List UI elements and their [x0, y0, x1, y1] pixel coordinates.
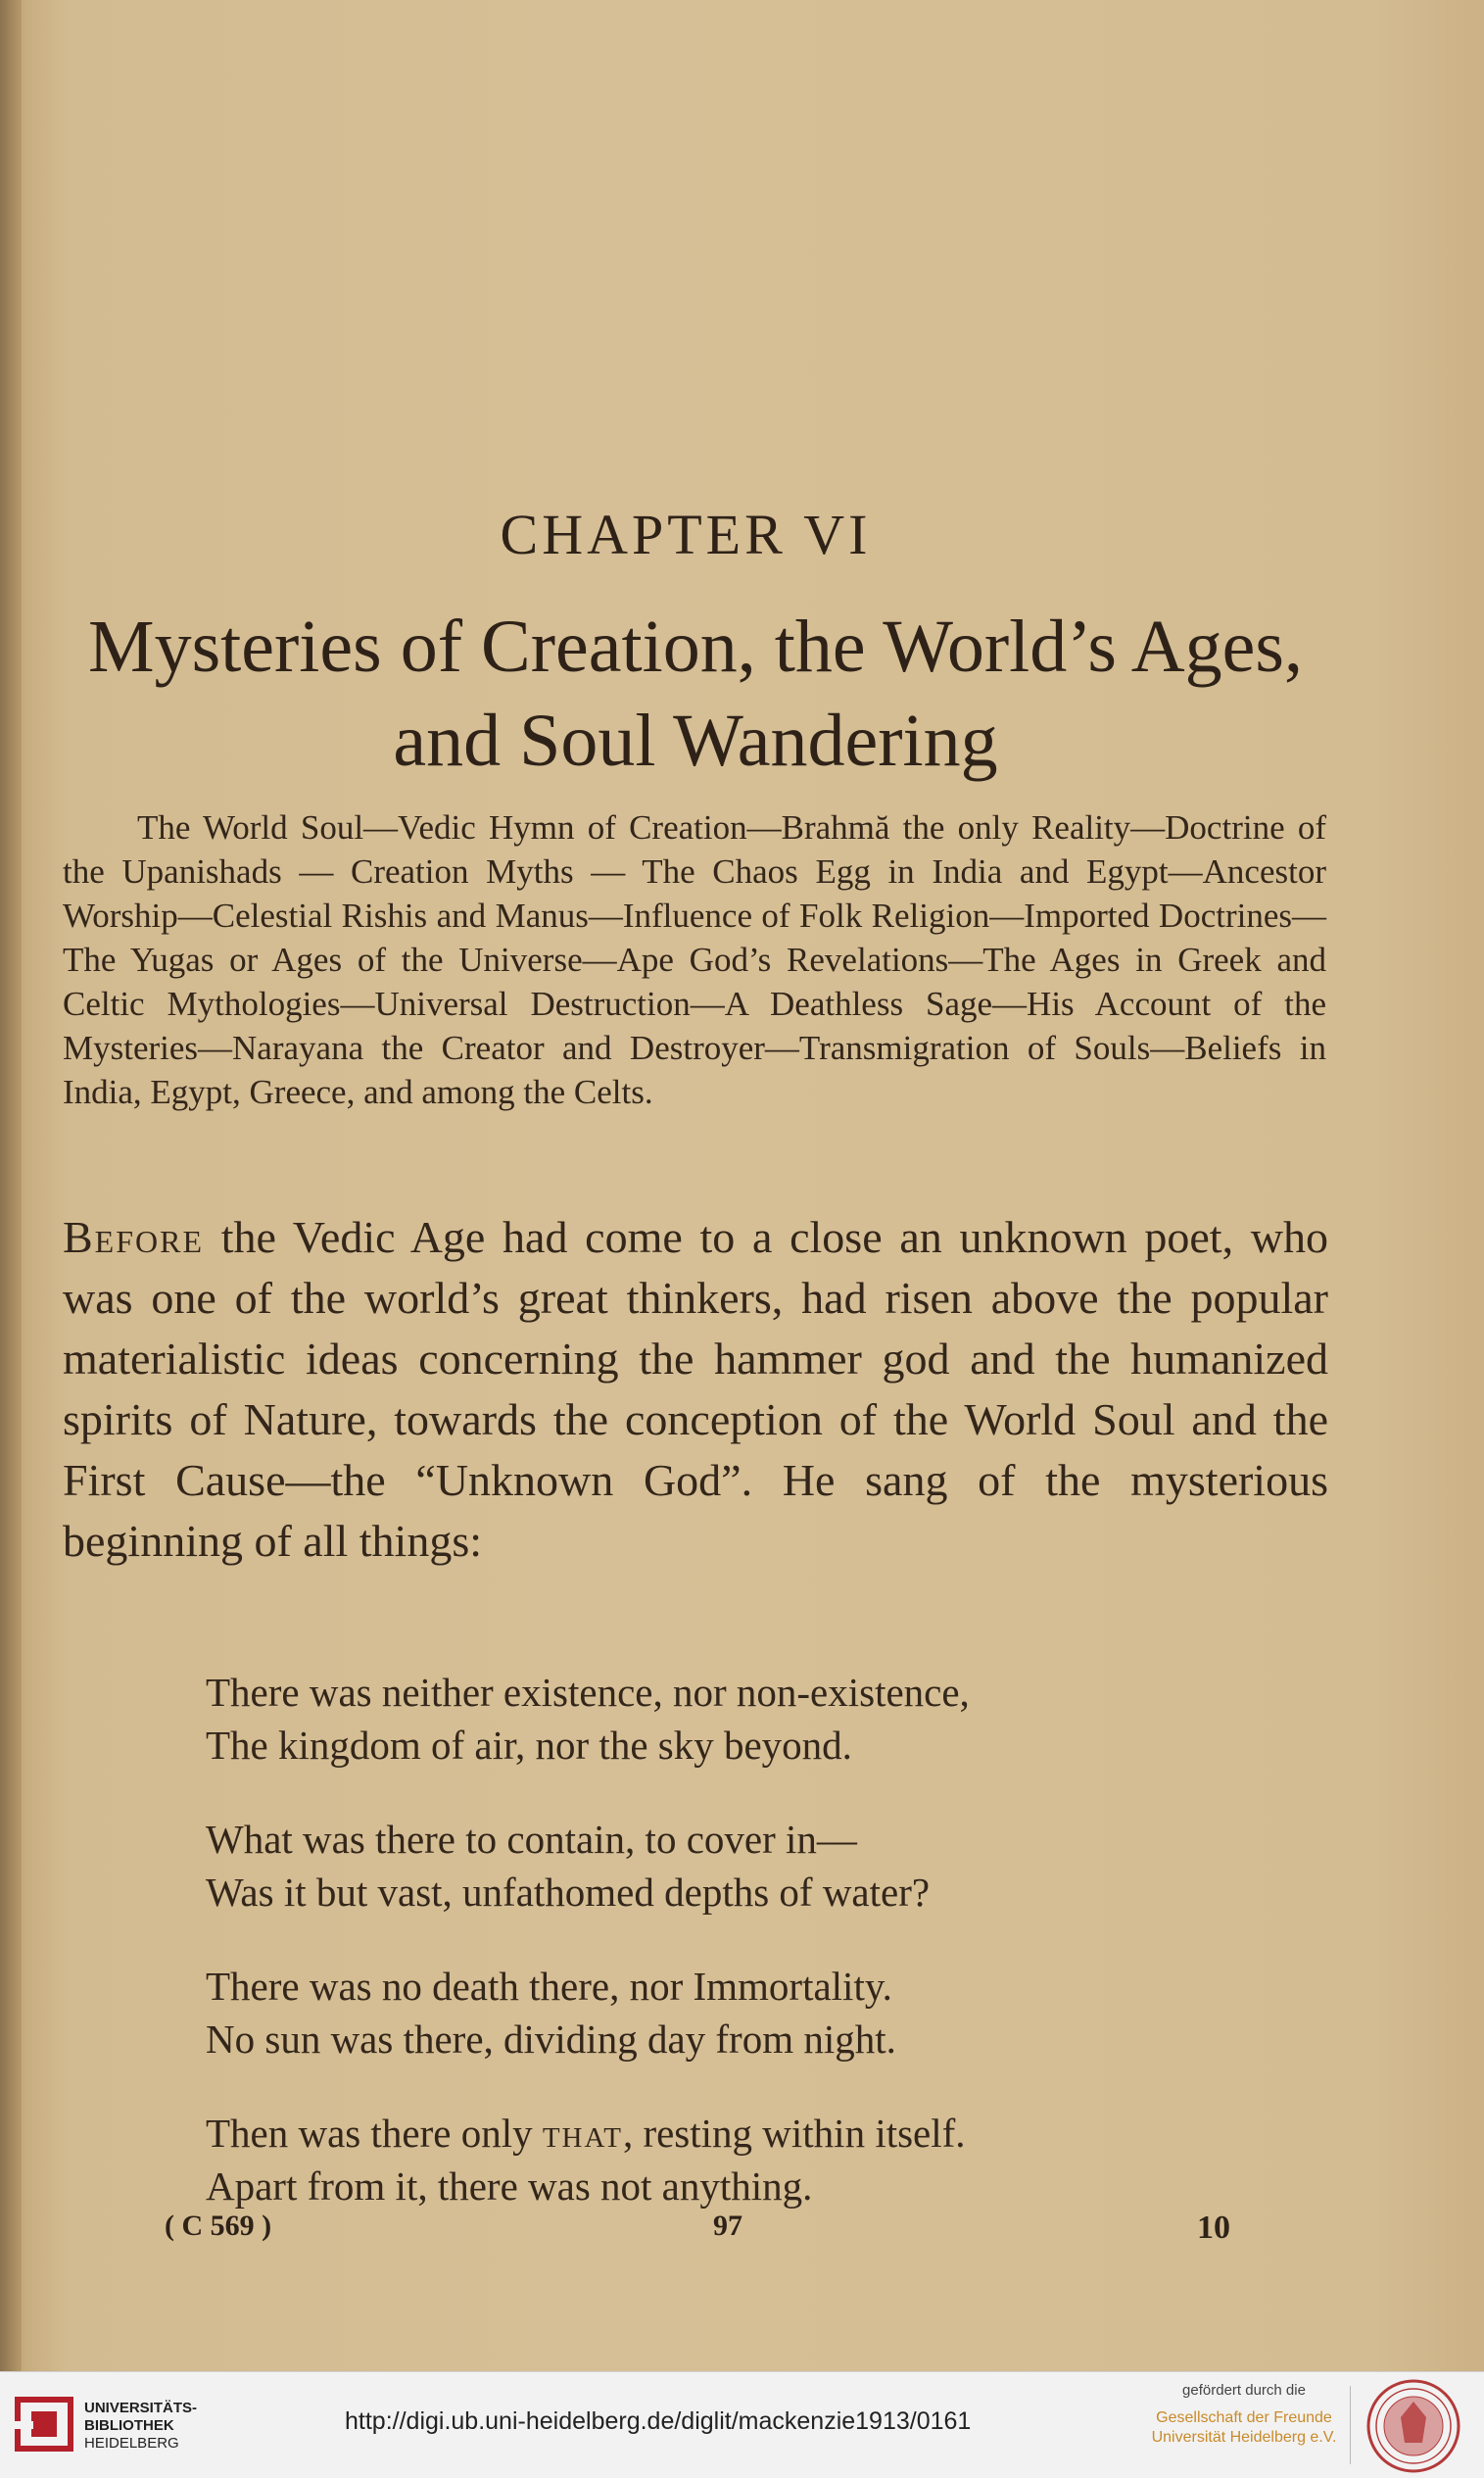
verse-block [206, 1666, 1283, 2254]
library-name-line: HEIDELBERG [84, 2435, 179, 2452]
verse-line [206, 2107, 1283, 2160]
chapter-title [59, 600, 1332, 788]
stanza [206, 1666, 1283, 1772]
stanza [206, 1960, 1283, 2065]
verse-line: What was there to contain, to cover in— [206, 1817, 857, 1862]
body-paragraph [63, 1207, 1328, 1572]
lead-word: Before [63, 1212, 205, 1262]
library-name-line: UNIVERSITÄTS- [84, 2400, 198, 2416]
library-name[interactable] [84, 2400, 197, 2453]
sponsor-credit[interactable] [1146, 2382, 1342, 2448]
chapter-title-line: Mysteries of Creation, the World’s Ages, [88, 606, 1303, 688]
sponsor-name-line: Gesellschaft der Freunde [1156, 2409, 1332, 2426]
stanza [206, 2107, 1283, 2212]
university-seal-icon[interactable] [1365, 2378, 1461, 2474]
verse-line: Apart from it, there was not anything. [206, 2163, 813, 2209]
sheet-number: 10 [1197, 2210, 1230, 2246]
verse-text: , resting within itself. [622, 2111, 966, 2156]
page-number: 97 [713, 2210, 742, 2242]
sponsor-name-line: Universität Heidelberg e.V. [1151, 2429, 1337, 2446]
body-text: the Vedic Age had come to a close an unknown poet, who was one of the world’s great thinkers, had risen above the popular materialistic ideas concerning the hammer god and the humanized spirits of Nature, towards the conception of the World Soul and the First Cause—the “Unknown God”. He sang of the mysterious beginning of all things: [63, 1212, 1328, 1566]
verse-text: Then was there only [206, 2111, 543, 2156]
divider [1350, 2386, 1351, 2464]
verse-small-caps: that [542, 2111, 623, 2156]
permalink-url[interactable]: http://digi.ub.uni-heidelberg.de/diglit/mackenzie1913/0161 [345, 2407, 972, 2435]
sponsor-label: gefördert durch die [1182, 2382, 1306, 2399]
verse-line: The kingdom of air, nor the sky beyond. [206, 1723, 852, 1768]
verse-line: There was no death there, nor Immortality. [206, 1964, 892, 2009]
chapter-summary: The World Soul—Vedic Hymn of Creation—Brahmă the only Reality—Doctrine of the Upanishads — Creation Myths — The Chaos Egg in India and Egypt—Ancestor Worship—Celestial Rishis and Manus—Influence of Folk Religion—Imported Doctrines—The Yugas or Ages of the Universe—Ape God’s Revelations—The Ages in Greek and Celtic Mythologies—Universal Destruction—A Deathless Sage—His Account of the Mysteries—Narayana the Creator and Destroyer—Transmigration of Souls—Beliefs in India, Egypt, Greece, and among the Celts. [63, 808, 1326, 1111]
verse-line: No sun was there, dividing day from night. [206, 2016, 896, 2062]
book-spine-shadow [0, 0, 22, 2371]
library-logo-icon[interactable] [14, 2392, 74, 2456]
stanza [206, 1813, 1283, 1919]
chapter-title-line: and Soul Wandering [393, 700, 998, 782]
library-name-line: BIBLIOTHEK [84, 2417, 174, 2434]
viewer-footer-bar [0, 2371, 1484, 2478]
printer-signature: ( C 569 ) [165, 2210, 272, 2242]
chapter-heading: CHAPTER VI [500, 503, 872, 566]
sponsor-name [1146, 2408, 1342, 2448]
verse-line: Was it but vast, unfathomed depths of water? [206, 1870, 931, 1915]
page-footer [0, 2210, 1484, 2249]
verse-line: There was neither existence, nor non-existence, [206, 1670, 970, 1715]
